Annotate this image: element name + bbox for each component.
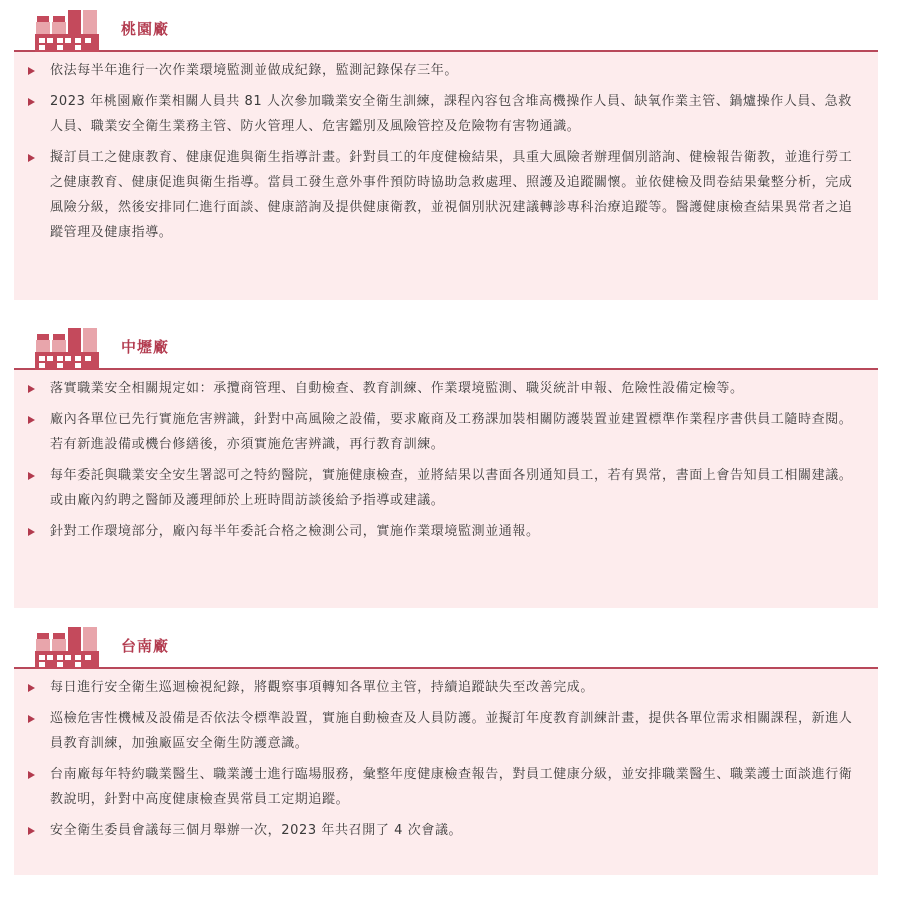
triangle-bullet-icon [28,67,35,75]
list-item-text: 巡檢危害性機械及設備是否依法令標準設置，實施自動檢查及人員防護。並擬訂年度教育訓練計畫，提供各單位需求相關課程，新進人員教育訓練，加強廠區安全衛生防護意識。 [50,711,853,751]
triangle-bullet-icon [28,154,35,162]
section-title: 台南廠 [121,637,170,655]
triangle-bullet-icon [28,416,35,424]
list-item-text: 依法每半年進行一次作業環境監測並做成紀錄，監測記錄保存三年。 [50,63,459,78]
list-item-text: 台南廠每年特約職業醫生、職業護士進行臨場服務，彙整年度健康檢查報告，對員工健康分級，並安排職業醫生、職業護士面談進行衛教說明，針對中高度健康檢查異常員工定期追蹤。 [50,767,853,807]
triangle-bullet-icon [28,684,35,692]
triangle-bullet-icon [28,528,35,536]
triangle-bullet-icon [28,771,35,779]
bullet-list [50,58,864,245]
section-tainan [14,623,878,875]
list-item-text: 2023 年桃園廠作業相關人員共 81 人次參加職業安全衛生訓練，課程內容包含堆高機操作人員、缺氧作業主管、鍋爐操作人員、急救人員、職業安全衛生業務主管、防火管理人、危害鑑別及風險管控及危險物有害物通識。 [50,94,852,134]
list-item [50,145,864,245]
list-item [50,407,864,457]
list-item [50,706,864,756]
factory-icon [35,326,99,370]
triangle-bullet-icon [28,715,35,723]
list-item-text: 每年委託與職業安全安生署認可之特約醫院，實施健康檢查，並將結果以書面各別通知員工，若有異常，書面上會告知員工相關建議。或由廠內約聘之醫師及護理師於上班時間訪談後給予指導或建議。 [50,468,853,508]
list-item-text: 落實職業安全相關規定如：承攬商管理、自動檢查、教育訓練、作業環境監測、職災統計申報、危險性設備定檢等。 [50,381,744,396]
section-body [14,669,878,875]
section-body [14,52,878,300]
section-header [14,623,878,669]
triangle-bullet-icon [28,98,35,106]
list-item-text: 針對工作環境部分，廠內每半年委託合格之檢測公司，實施作業環境監測並通報。 [50,524,540,539]
triangle-bullet-icon [28,472,35,480]
section-header [14,324,878,370]
factory-icon [35,625,99,669]
list-item-text: 廠內各單位已先行實施危害辨識，針對中高風險之設備，要求廠商及工務課加裝相關防護裝置並建置標準作業程序書供員工隨時查閱。若有新進設備或機台修繕後，亦須實施危害辨識，再行教育訓練。 [50,412,853,452]
section-zhongli [14,324,878,608]
list-item [50,58,864,83]
list-item [50,675,864,700]
list-item-text: 安全衛生委員會議每三個月舉辦一次，2023 年共召開了 4 次會議。 [50,823,463,838]
list-item [50,519,864,544]
list-item [50,376,864,401]
triangle-bullet-icon [28,827,35,835]
list-item [50,818,864,843]
triangle-bullet-icon [28,385,35,393]
bullet-list [50,376,864,544]
section-title: 中壢廠 [121,338,170,356]
list-item [50,89,864,139]
section-header [14,6,878,52]
list-item [50,762,864,812]
section-taoyuan [14,6,878,300]
list-item [50,463,864,513]
section-body [14,370,878,608]
factory-icon [35,8,99,52]
list-item-text: 擬訂員工之健康教育、健康促進與衛生指導計畫。針對員工的年度健檢結果，具重大風險者辦理個別諮詢、健檢報告衛教，並進行勞工之健康教育、健康促進與衛生指導。當員工發生意外事件預防時協助急救處理、照護及追蹤關懷。並依健檢及問卷結果彙整分析，完成風險分級，然後安排同仁進行面談、健康諮詢及提供健康衛教，並視個別狀況建議轉診專科治療追蹤等。醫護健康檢查結果異常者之追蹤管理及健康指導。 [50,150,853,240]
list-item-text: 每日進行安全衛生巡迴檢視紀錄，將觀察事項轉知各單位主管，持續追蹤缺失至改善完成。 [50,680,595,695]
bullet-list [50,675,864,843]
section-title: 桃園廠 [121,20,170,38]
